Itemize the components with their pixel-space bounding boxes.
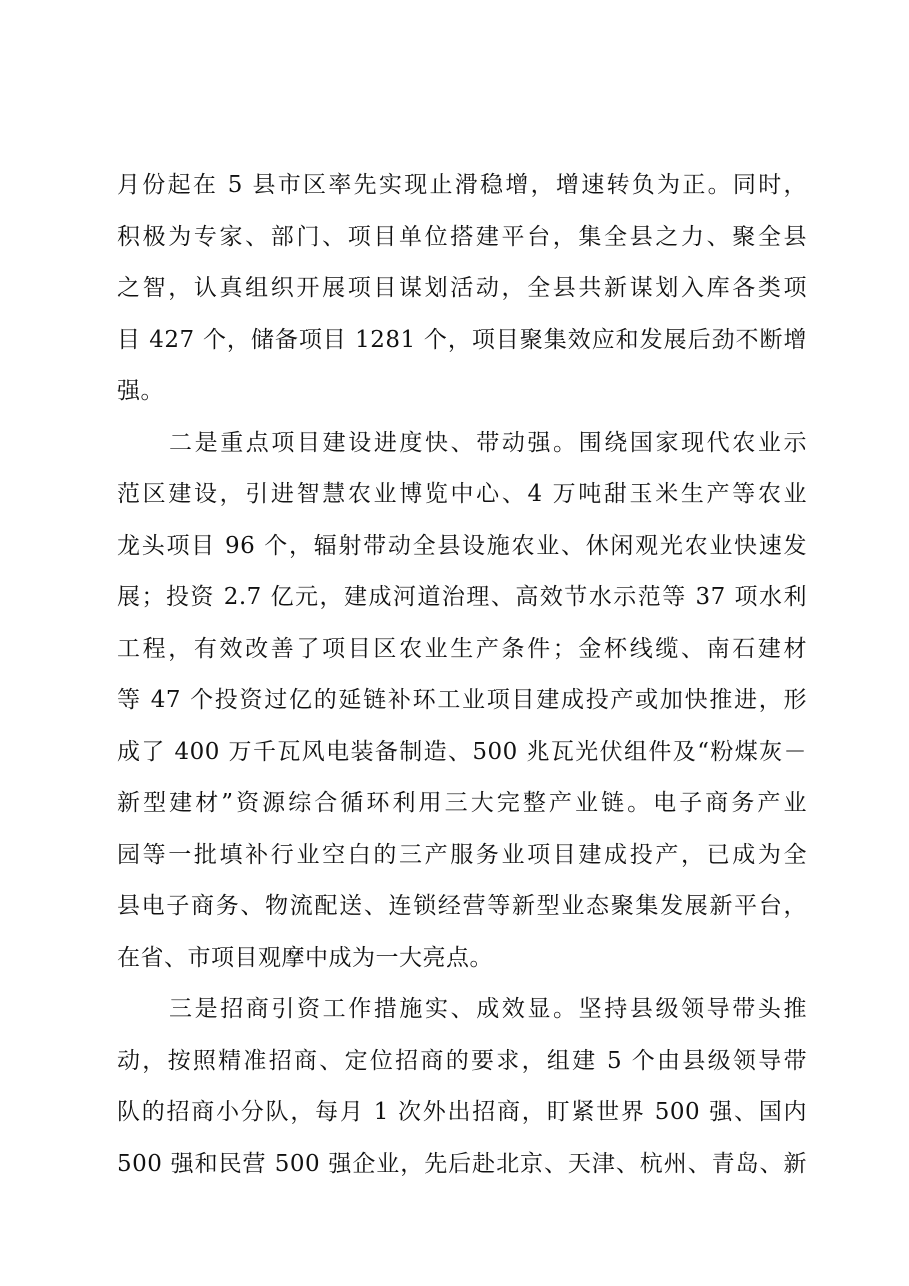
text-line: 在省、市项目观摩中成为一大亮点。 xyxy=(117,944,493,971)
text-line: 县电子商务、物流配送、连锁经营等新型业态聚集发展新平台， xyxy=(117,893,807,919)
text-line: 500 强和民营 500 强企业，先后赴北京、天津、杭州、青岛、新 xyxy=(117,1150,807,1177)
text-line: 成了 400 万千瓦风电装备制造、500 兆瓦光伏组件及“粉煤灰－ xyxy=(117,738,807,765)
text-line: 强。 xyxy=(117,378,164,404)
paragraph-start-line: 三是招商引资工作措施实、成效显。坚持县级领导带头推 xyxy=(169,996,807,1022)
paragraph-start-line: 二是重点项目建设进度快、带动强。围绕国家现代农业示 xyxy=(169,429,807,456)
text-line: 工程，有效改善了项目区农业生产条件；金杯线缆、南石建材 xyxy=(117,635,807,662)
text-line: 目 427 个，储备项目 1281 个，项目聚集效应和发展后劲不断增 xyxy=(117,326,807,353)
text-line: 展；投资 2.7 亿元，建成河道治理、高效节水示范等 37 项水利 xyxy=(117,584,807,610)
text-line: 园等一批填补行业空白的三产服务业项目建成投产，已成为全 xyxy=(117,841,807,868)
text-line: 龙头项目 96 个，辐射带动全县设施农业、休闲观光农业快速发 xyxy=(117,532,807,559)
text-line: 等 47 个投资过亿的延链补环工业项目建成投产或加快推进，形 xyxy=(117,687,807,713)
text-line: 之智，认真组织开展项目谋划活动，全县共新谋划入库各类项 xyxy=(117,275,807,301)
text-line: 月份起在 5 县市区率先实现止滑稳增，增速转负为正。同时， xyxy=(117,172,807,198)
text-line: 积极为专家、部门、项目单位搭建平台，集全县之力、聚全县 xyxy=(117,223,807,250)
text-line: 新型建材”资源综合循环利用三大完整产业链。电子商务产业 xyxy=(117,790,807,816)
text-line: 动，按照精准招商、定位招商的要求，组建 5 个由县级领导带 xyxy=(117,1047,807,1074)
body-text xyxy=(117,160,807,1190)
text-line: 队的招商小分队，每月 1 次外出招商，盯紧世界 500 强、国内 xyxy=(117,1099,807,1125)
text-line: 范区建设，引进智慧农业博览中心、4 万吨甜玉米生产等农业 xyxy=(117,481,807,507)
